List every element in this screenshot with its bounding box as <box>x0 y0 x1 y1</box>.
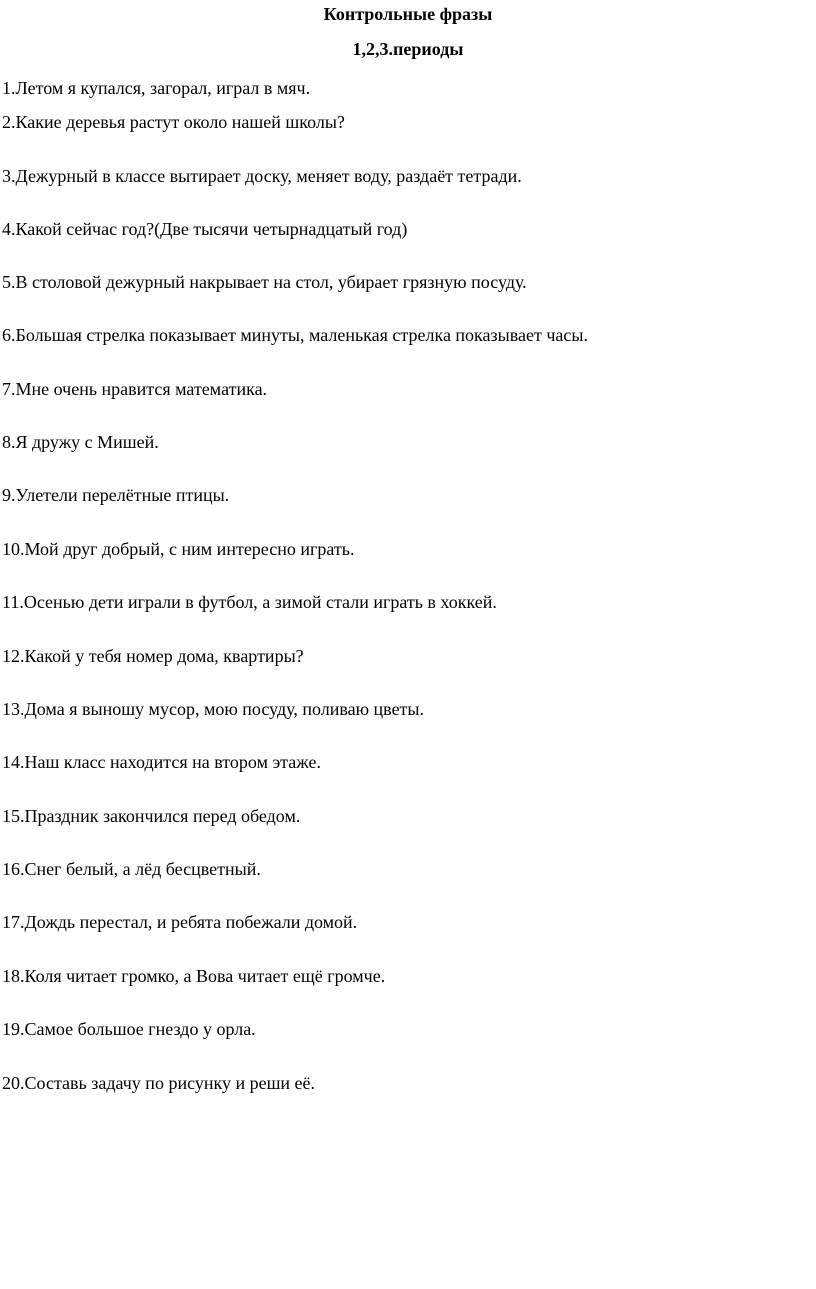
document-title: Контрольные фразы <box>323 4 493 24</box>
phrase-17: 17.Дождь перестал, и ребята побежали домой. <box>2 912 358 932</box>
phrase-18: 18.Коля читает громко, а Вова читает ещё громче. <box>2 966 386 986</box>
phrase-10: 10.Мой друг добрый, с ним интересно играть. <box>2 539 355 559</box>
phrase-15: 15.Праздник закончился перед обедом. <box>2 806 301 826</box>
phrase-1: 1.Летом я купался, загорал, играл в мяч. <box>2 78 311 98</box>
phrase-2: 2.Какие деревья растут около нашей школы? <box>2 112 345 132</box>
phrase-16: 16.Снег белый, а лёд бесцветный. <box>2 859 261 879</box>
phrase-5: 5.В столовой дежурный накрывает на стол, убирает грязную посуду. <box>2 272 527 292</box>
phrase-12: 12.Какой у тебя номер дома, квартиры? <box>2 646 304 666</box>
phrase-9: 9.Улетели перелётные птицы. <box>2 485 230 505</box>
phrase-11: 11.Осенью дети играли в футбол, а зимой стали играть в хоккей. <box>2 592 497 612</box>
phrase-13: 13.Дома я выношу мусор, мою посуду, поливаю цветы. <box>2 699 425 719</box>
phrase-6: 6.Большая стрелка показывает минуты, маленькая стрелка показывает часы. <box>2 325 588 345</box>
phrase-19: 19.Самое большое гнездо у орла. <box>2 1019 256 1039</box>
phrase-20: 20.Составь задачу по рисунку и реши её. <box>2 1073 316 1093</box>
document-subtitle: 1,2,3.периоды <box>352 39 464 59</box>
phrase-14: 14.Наш класс находится на втором этаже. <box>2 752 321 772</box>
phrase-4: 4.Какой сейчас год?(Две тысячи четырнадцатый год) <box>2 219 408 239</box>
phrase-7: 7.Мне очень нравится математика. <box>2 379 268 399</box>
phrase-3: 3.Дежурный в классе вытирает доску, меняет воду, раздаёт тетради. <box>2 166 522 186</box>
phrase-8: 8.Я дружу с Мишей. <box>2 432 159 452</box>
